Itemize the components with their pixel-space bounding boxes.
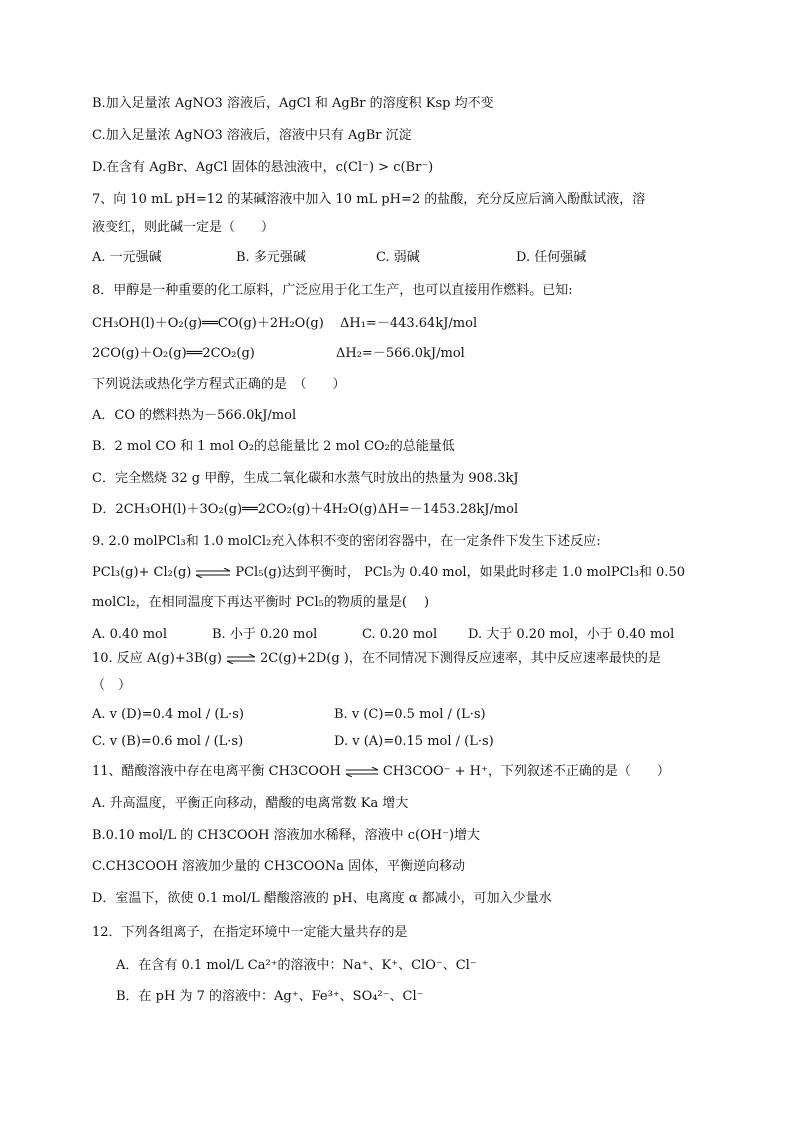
q7-option-d: D. 任何强碱 (516, 250, 587, 265)
q11-option-c: C.CH3COOH 溶液加少量的 CH3COONa 固体，平衡逆向移动 (92, 859, 466, 874)
q9-stem-line2 (92, 564, 685, 582)
q11-option-b: B.0.10 mol/L 的 CH3COOH 溶液加水稀释，溶液中 c(OH⁻)增大 (92, 828, 481, 843)
q12-option-a: A．在含有 0.1 mol/L Ca²⁺的溶液中：Na⁺、K⁺、ClO⁻、Cl⁻ (116, 958, 477, 973)
q11-products-text: CH3COO⁻ + H⁺，下列叙述不正确的是（ ） (382, 764, 670, 779)
equilibrium-arrow-icon (226, 654, 256, 664)
q8-option-a: A．CO 的燃料热为－566.0kJ/mol (92, 408, 297, 423)
q11-option-d: D．室温下，欲使 0.1 mol/L 醋酸溶液的 pH、电离度 α 都减小，可加入少量水 (92, 891, 552, 906)
q10-products-text: 2C(g)+2D(g )，在不同情况下测得反应速率，其中反应速率最快的是 (259, 651, 661, 666)
q8-stem: 8．甲醇是一种重要的化工原料，广泛应用于化工生产，也可以直接用作燃料。已知: (92, 283, 573, 298)
q6-option-c: C.加入足量浓 AgNO3 溶液后，溶液中只有 AgBr 沉淀 (92, 128, 412, 143)
q10-option-b: B. v (C)=0.5 mol / (L·s) (334, 707, 486, 722)
q10-option-a: A. v (D)=0.4 mol / (L·s) (92, 707, 244, 722)
q9-reactants: PCl₃(g)+ Cl₂(g) (92, 565, 192, 580)
q6-option-b: B.加入足量浓 AgNO3 溶液后，AgCl 和 AgBr 的溶度积 Ksp 均不变 (92, 96, 494, 111)
q9-stem-line3: molCl₂，在相同温度下再达平衡时 PCl₅的物质的量是( ) (92, 595, 430, 610)
q10-stem-line2: （ ） (92, 678, 132, 693)
q8-equation-1-enthalpy: ΔH₁=－443.64kJ/mol (340, 316, 478, 331)
q8-option-c: C．完全燃烧 32 g 甲醇，生成二氧化碳和水蒸气时放出的热量为 908.3kJ (92, 471, 519, 486)
q9-option-d: D. 大于 0.20 mol，小于 0.40 mol (468, 627, 675, 642)
q12-stem: 12．下列各组离子，在指定环境中一定能大量共存的是 (92, 925, 408, 940)
q9-option-a: A. 0.40 mol (92, 627, 168, 642)
q11-option-a: A. 升高温度，平衡正向移动，醋酸的电离常数 Ka 增大 (92, 796, 409, 811)
equilibrium-arrow-icon (195, 568, 231, 578)
q9-option-c: C. 0.20 mol (362, 627, 438, 642)
q7-stem-line2: 液变红，则此碱一定是（ ） (92, 220, 275, 235)
q10-stem-line1 (92, 650, 661, 668)
q8-subquestion: 下列说法或热化学方程式正确的是 （ ） (92, 377, 346, 392)
q8-option-b: B．2 mol CO 和 1 mol O₂的总能量比 2 mol CO₂的总能量低 (92, 439, 455, 454)
q9-products-text: PCl₅(g)达到平衡时， PCl₅为 0.40 mol，如果此时移走 1.0 molPCl₃和 0.50 (235, 565, 685, 580)
q7-stem-line1: 7、向 10 mL pH=12 的某碱溶液中加入 10 mL pH=2 的盐酸，充分反应后滴入酚酞试液，溶 (92, 192, 646, 207)
equilibrium-arrow-icon (345, 767, 379, 777)
q6-option-d: D.在含有 AgBr、AgCl 固体的悬浊液中，c(Cl⁻) > c(Br⁻) (92, 160, 434, 175)
q10-reactants: 10. 反应 A(g)+3B(g) (92, 651, 222, 666)
q7-option-a: A. 一元强碱 (92, 250, 162, 265)
q8-equation-2-enthalpy: ΔH₂=－566.0kJ/mol (336, 346, 465, 361)
q7-option-b: B. 多元强碱 (236, 250, 306, 265)
q7-option-c: C. 弱碱 (376, 250, 420, 265)
q8-equation-2: 2CO(g)＋O₂(g)══2CO₂(g) (92, 346, 255, 361)
q9-option-b: B. 小于 0.20 mol (212, 627, 318, 642)
q11-stem (92, 763, 670, 781)
q10-option-c: C. v (B)=0.6 mol / (L·s) (92, 734, 244, 749)
q8-option-d: D．2CH₃OH(l)＋3O₂(g)══2CO₂(g)＋4H₂O(g) (92, 502, 378, 517)
q11-reactant: 11、醋酸溶液中存在电离平衡 CH3COOH (92, 764, 341, 779)
q9-stem-line1: 9. 2.0 molPCl₃和 1.0 molCl₂充入体积不变的密闭容器中，在一定条件下发生下述反应: (92, 534, 601, 549)
q8-option-d-enthalpy: ΔH=－1453.28kJ/mol (378, 502, 519, 517)
q10-option-d: D. v (A)=0.15 mol / (L·s) (334, 734, 494, 749)
q12-option-b: B．在 pH 为 7 的溶液中：Ag⁺、Fe³⁺、SO₄²⁻、Cl⁻ (116, 989, 424, 1004)
q8-equation-1: CH₃OH(l)＋O₂(g)══CO(g)＋2H₂O(g) (92, 316, 324, 331)
